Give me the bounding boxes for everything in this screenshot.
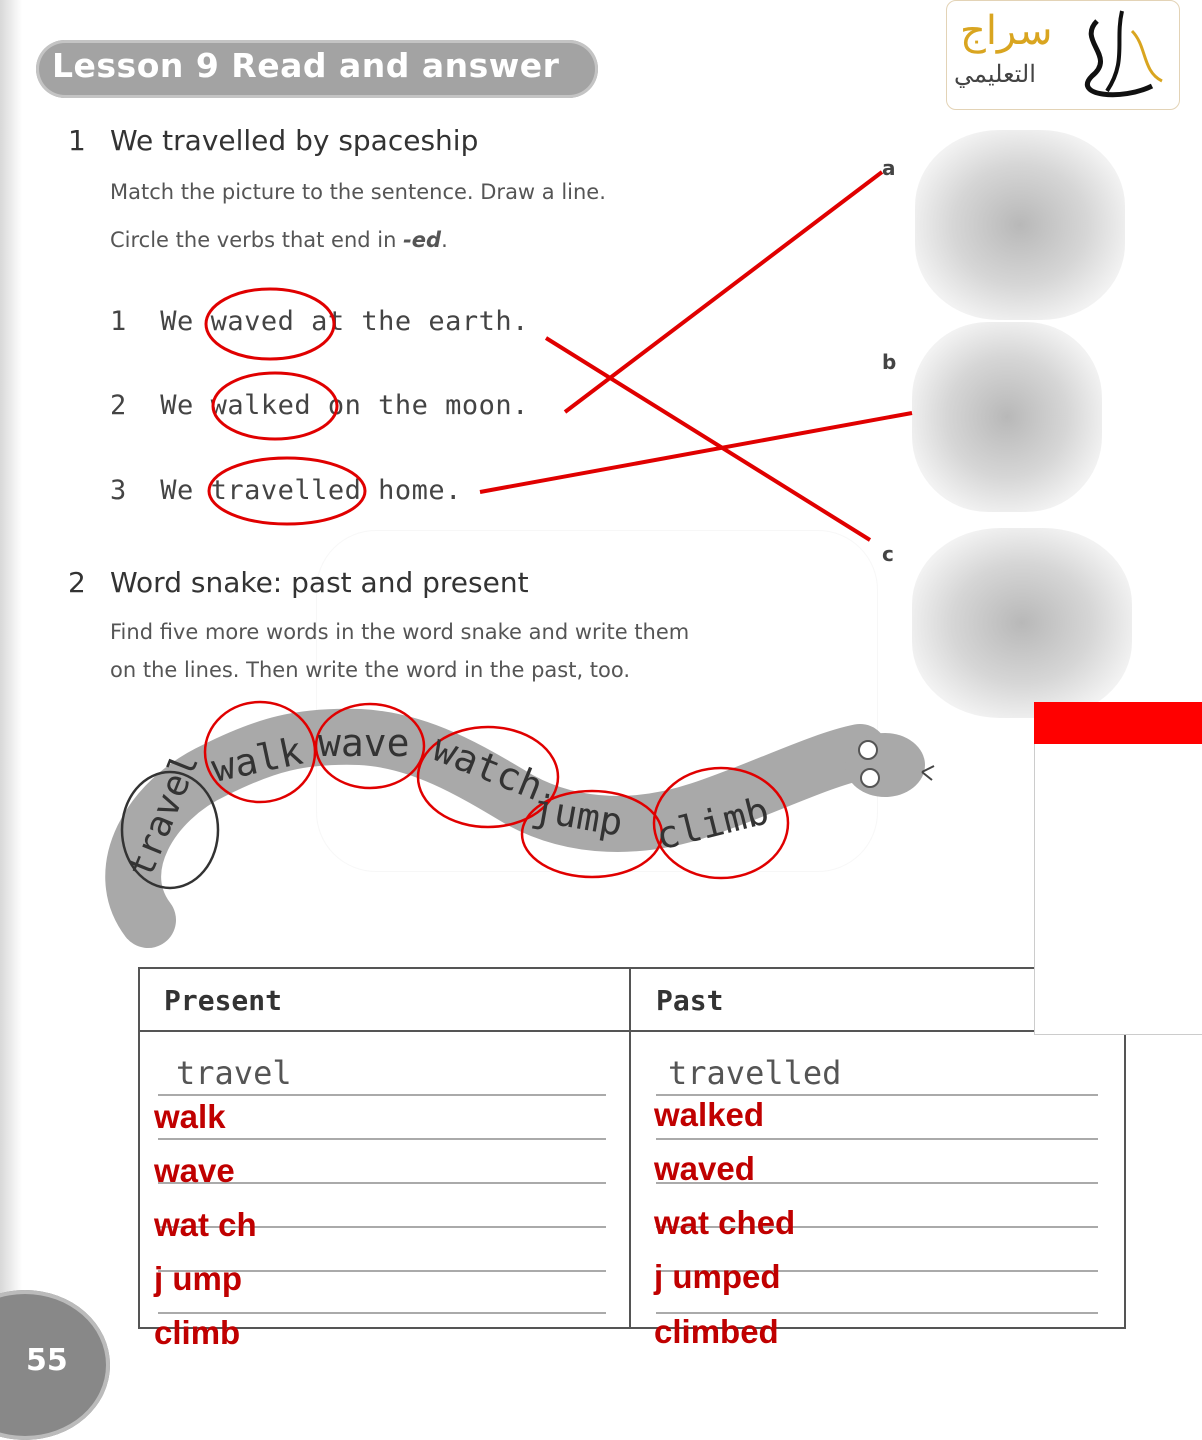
answer-present-1: walk: [154, 1098, 226, 1135]
sentence-3-number: 3: [110, 475, 127, 506]
ex2-instruction-2: on the lines. Then write the word in the past, too.: [110, 658, 631, 682]
ex1-instruction-2-text: Circle the verbs that end in: [110, 228, 404, 252]
table-header-divider: [138, 1030, 1126, 1032]
ex2-instruction-1: Find five more words in the word snake and write them: [110, 620, 690, 644]
page-number: 55: [26, 1343, 68, 1378]
red-highlight-block: [1034, 702, 1202, 744]
white-overlay-box: [1034, 744, 1202, 1035]
answer-past-2: waved: [654, 1150, 755, 1187]
sentence-1-end: at the earth.: [294, 306, 529, 337]
snake-word-jump: jump: [528, 785, 627, 845]
logo-text-sub: التعليمي: [954, 60, 1036, 88]
write-line: [158, 1094, 606, 1096]
sentence-1-number: 1: [110, 306, 127, 337]
ex2-title: Word snake: past and present: [110, 566, 529, 599]
answer-past-1: walked: [654, 1096, 765, 1133]
ex1-number: 1: [68, 124, 86, 157]
answer-present-4: j ump: [154, 1260, 242, 1297]
match-line-1-to-c: [546, 338, 870, 540]
answer-present-2: wave: [154, 1152, 235, 1189]
circle-waved: [206, 289, 334, 359]
picture-label-b: b: [882, 350, 897, 374]
picture-label-c: c: [882, 542, 894, 566]
sentence-1-start: We: [160, 306, 211, 337]
sentence-3-start: We: [160, 475, 211, 506]
ex1-instruction-1: Match the picture to the sentence. Draw a line.: [110, 180, 606, 204]
snake-word-walk: walk: [207, 728, 307, 791]
ex2-number: 2: [68, 566, 86, 599]
answer-present-5: climb: [154, 1314, 241, 1351]
table-column-divider: [629, 967, 631, 1329]
word-snake-head: [845, 733, 925, 797]
example-present: travel: [176, 1054, 292, 1092]
ex1-instruction-2-emphasis: -ed: [403, 228, 442, 252]
sentence-2-end: on the moon.: [311, 390, 529, 421]
sentence-3-end: home.: [361, 475, 462, 506]
answer-past-3: wat ched: [654, 1204, 796, 1241]
snake-eye-icon: [861, 769, 879, 787]
answer-past-4: j umped: [654, 1258, 781, 1295]
snake-word-travel: travel: [120, 747, 208, 884]
snake-word-watch: watch: [426, 725, 550, 810]
write-line: [656, 1138, 1098, 1140]
snake-word-wave: wave: [318, 721, 410, 765]
sentence-2-verb: walked: [210, 390, 312, 421]
answer-present-3: wat ch: [154, 1206, 257, 1243]
example-past: travelled: [668, 1054, 842, 1092]
ex1-title: We travelled by spaceship: [110, 124, 479, 157]
sentence-2-number: 2: [110, 390, 127, 421]
sentence-1-verb: waved: [210, 306, 295, 337]
table-header-present: Present: [164, 984, 283, 1017]
answer-past-5: climbed: [654, 1313, 779, 1350]
match-line-2-to-a: [565, 172, 882, 412]
snake-word-climb: climb: [651, 788, 774, 859]
snake-eye-icon: [859, 741, 877, 759]
lesson-title: Lesson 9 Read and answer: [52, 46, 560, 85]
match-line-3-to-b: [480, 413, 912, 492]
ex1-instruction-2-end: .: [441, 228, 448, 252]
sentence-3-verb: travelled: [210, 475, 362, 506]
table-header-past: Past: [656, 984, 724, 1017]
circle-travelled: [209, 458, 365, 524]
circle-walked: [210, 373, 337, 439]
sentence-2-start: We: [160, 390, 211, 421]
answer-table: [138, 967, 1126, 1329]
picture-label-a: a: [882, 156, 896, 180]
write-line: [158, 1138, 606, 1140]
logo-text-main: سراج: [960, 8, 1053, 54]
